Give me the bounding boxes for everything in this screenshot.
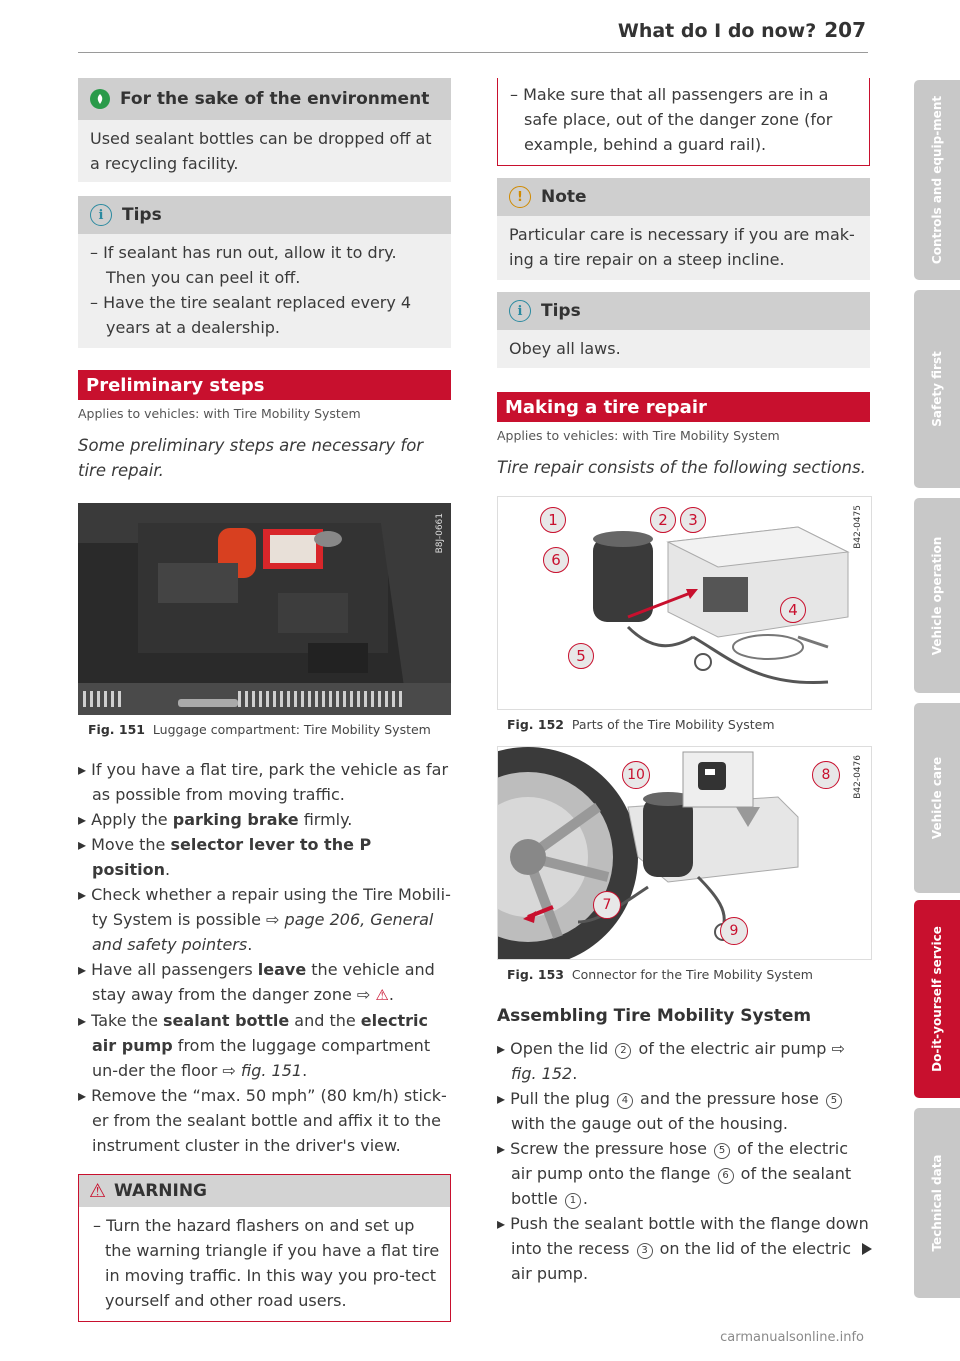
tips-box-2-title: Tips <box>541 301 581 321</box>
note-box-header <box>497 178 870 216</box>
subsection-heading: Assembling Tire Mobility System <box>497 1006 812 1026</box>
warning-body: – Turn the hazard flashers on and set up the warning triangle if you have a flat tire in moving traffic. In this way you pro-tect yourself and other road users. <box>93 1216 440 1310</box>
note-icon: ! <box>509 186 531 208</box>
tips-box-2-header <box>497 292 870 330</box>
figure-code: B8J-0661 <box>435 513 445 554</box>
warning-box <box>78 1174 451 1322</box>
figure-reference-link[interactable]: ⇨ fig. 152 <box>511 1039 845 1083</box>
warning-triangle-icon[interactable]: ⚠ <box>375 986 389 1004</box>
callout-3: 3 <box>680 507 706 533</box>
figure-code: B42-0476 <box>853 755 863 799</box>
figure-caption-text: Parts of the Tire Mobility System <box>571 717 775 732</box>
assembling-steps-list <box>497 1036 870 1286</box>
environment-icon <box>90 89 110 109</box>
page-header <box>618 18 866 42</box>
callout-8: 8 <box>812 761 840 789</box>
callout-2: 2 <box>650 507 676 533</box>
section-intro: Tire repair consists of the following sections. <box>497 458 866 477</box>
applies-to: Applies to vehicles: with Tire Mobility System <box>78 406 361 421</box>
step-item: ▸ Remove the “max. 50 mph” (80 km/h) stick-er from the sealant bottle and affix it to the instrument cluster in the driver's view. <box>78 1086 447 1155</box>
left-column <box>78 78 451 1322</box>
info-icon: i <box>509 300 531 322</box>
callout-10: 10 <box>622 761 650 789</box>
figure-151-image <box>78 503 451 715</box>
figure-caption-text: Connector for the Tire Mobility System <box>571 967 813 982</box>
side-tab-controls[interactable]: Controls and equip-ment <box>914 80 960 280</box>
footer-watermark: carmanualsonline.info <box>720 1330 864 1345</box>
warning-continuation <box>497 78 870 166</box>
figure-152-caption <box>497 717 870 732</box>
figure-reference-link[interactable]: ⇨ fig. 151 <box>222 1061 303 1080</box>
tips-box-2 <box>497 292 870 368</box>
header-rule <box>78 52 868 53</box>
tips-item: – If sealant has run out, allow it to dry. Then you can peel it off. <box>90 243 397 287</box>
step-item: ▸ Have all passengers leave the vehicle and stay away from the danger zone ⇨ ⚠. <box>78 960 435 1004</box>
section-heading-repair: Making a tire repair <box>497 392 870 422</box>
environment-box-title: For the sake of the environment <box>120 89 430 109</box>
right-column <box>497 78 870 1286</box>
tips-box-1-title: Tips <box>122 205 162 225</box>
step-item: ▸ Move the selector lever to the P position. <box>78 835 372 879</box>
step-item: ▸ Apply the parking brake firmly. <box>78 810 353 829</box>
side-tab-safety[interactable]: Safety first <box>914 290 960 488</box>
page-reference-link[interactable]: ⇨ page 206, General and safety pointers <box>92 910 434 954</box>
tips-item: – Have the tire sealant replaced every 4 years at a dealership. <box>90 293 412 337</box>
section-intro: Some preliminary steps are necessary for tire repair. <box>78 436 424 480</box>
side-tab-vehicle-care[interactable]: Vehicle care <box>914 703 960 893</box>
continue-arrow-icon <box>862 1243 872 1255</box>
tips-box-1-header <box>78 196 451 234</box>
tips-box-1-body <box>78 234 451 348</box>
note-box-title: Note <box>541 187 587 207</box>
callout-1: 1 <box>540 507 566 533</box>
step-item: ▸ Pull the plug 4 and the pressure hose 5 with the gauge out of the housing. <box>497 1086 870 1136</box>
info-icon: i <box>90 204 112 226</box>
callout-9: 9 <box>720 917 748 945</box>
figure-label: Fig. 151 <box>88 722 145 737</box>
tips-box-2-body: Obey all laws. <box>497 330 870 368</box>
tips-box-1 <box>78 196 451 348</box>
warning-box-header <box>79 1175 450 1207</box>
step-item: ▸ If you have a flat tire, park the vehicle as far as possible from moving traffic. <box>78 760 449 804</box>
side-tab-do-it-yourself[interactable]: Do-it-yourself service <box>914 900 960 1098</box>
figure-152-image <box>497 496 872 710</box>
warning-continuation-text: – Make sure that all passengers are in a safe place, out of the danger zone (for example, behind a guard rail). <box>510 85 833 154</box>
warning-title: WARNING <box>114 1181 208 1201</box>
warning-triangle-icon: ⚠ <box>89 1180 107 1202</box>
environment-box-body: Used sealant bottles can be dropped off at a recycling facility. <box>78 120 451 182</box>
callout-4: 4 <box>780 597 806 623</box>
figure-caption-text: Luggage compartment: Tire Mobility System <box>152 722 431 737</box>
figure-153-caption <box>497 967 870 982</box>
section-heading-preliminary: Preliminary steps <box>78 370 451 400</box>
step-item: ▸ Check whether a repair using the Tire Mobili-ty System is possible ⇨ page 206, General and safety pointers. <box>78 885 451 954</box>
figure-code: B42-0475 <box>853 505 863 549</box>
step-item: ▸ Take the sealant bottle and the electric air pump from the luggage compartment un-der the floor ⇨ fig. 151. <box>78 1011 431 1080</box>
figure-151-caption <box>78 722 451 737</box>
figure-153-image <box>497 746 872 960</box>
side-tab-technical-data[interactable]: Technical data <box>914 1108 960 1298</box>
callout-6: 6 <box>543 547 569 573</box>
page-number: 207 <box>824 18 866 42</box>
step-item: ▸ Open the lid 2 of the electric air pump ⇨ fig. 152. <box>497 1039 845 1083</box>
figure-label: Fig. 152 <box>507 717 564 732</box>
preliminary-steps-list <box>78 757 451 1158</box>
environment-box <box>78 78 451 182</box>
side-tab-vehicle-operation[interactable]: Vehicle operation <box>914 498 960 693</box>
step-item: ▸ Screw the pressure hose 5 of the electric air pump onto the flange 6 of the sealant bottle 1 . <box>497 1139 852 1208</box>
chapter-title: What do I do now? <box>617 20 817 42</box>
environment-box-header <box>78 78 451 120</box>
applies-to: Applies to vehicles: with Tire Mobility System <box>497 428 780 443</box>
step-item: ▸ Push the sealant bottle with the flange down into the recess 3 on the lid of the electric air pump. <box>497 1214 869 1283</box>
callout-7: 7 <box>593 891 621 919</box>
callout-5: 5 <box>568 643 594 669</box>
figure-label: Fig. 153 <box>507 967 564 982</box>
note-box <box>497 178 870 280</box>
note-box-body: Particular care is necessary if you are mak-ing a tire repair on a steep incline. <box>497 216 870 280</box>
